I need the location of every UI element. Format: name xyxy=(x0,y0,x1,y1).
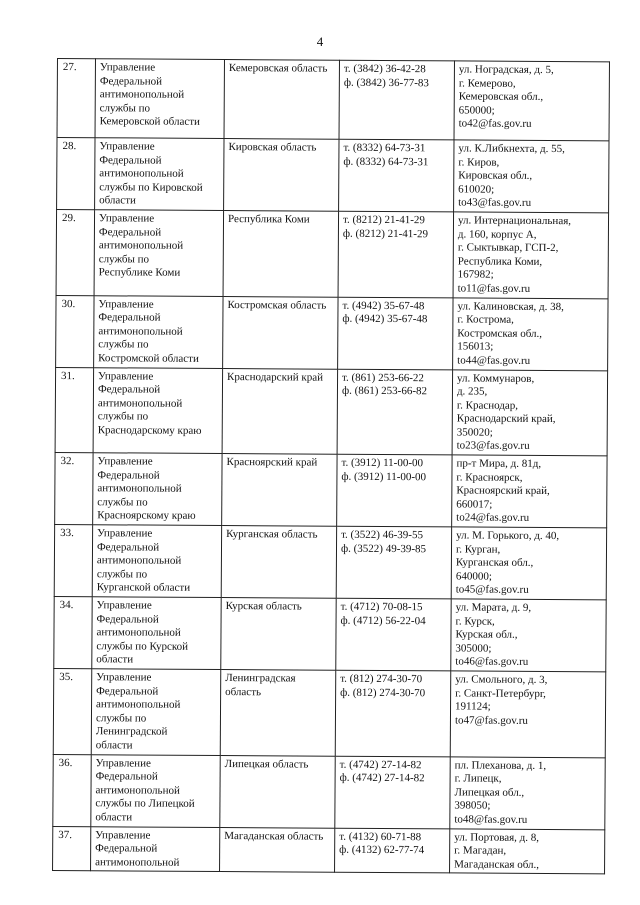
row-number: 36. xyxy=(53,754,91,826)
fax-number: ф. (4742) 27-14-82 xyxy=(339,771,425,785)
fax-number: ф. (3912) 11-00-00 xyxy=(341,470,427,483)
table-row xyxy=(55,453,607,528)
office-name: Управление Федеральной антимонопольной службы по Курганской области xyxy=(92,525,221,598)
region-name: Республика Коми xyxy=(223,210,339,296)
phone-number: т. (4742) 27-14-82 xyxy=(339,758,422,771)
fax-number: ф. (3842) 36-77-83 xyxy=(343,76,429,89)
fax-number: ф. (861) 253-66-82 xyxy=(341,384,428,398)
row-number: 33. xyxy=(54,525,92,597)
contact-phones xyxy=(339,139,454,212)
phone-number: т. (3522) 46-39-55 xyxy=(341,528,424,542)
office-name: Управление Федеральной антимонопольной службы по Липецкой области xyxy=(91,754,220,827)
fax-number: ф. (4942) 35-67-48 xyxy=(342,312,428,326)
postal-address: ул. Калиновская, д. 38, г. Кострома, Костромская обл., 156013; to44@fas.gov.ru xyxy=(453,297,608,370)
fax-number: ф. (4132) 62-77-74 xyxy=(339,843,425,857)
contact-phones xyxy=(336,526,451,599)
phone-number: т. (861) 253-66-22 xyxy=(342,371,424,384)
table-row xyxy=(53,754,605,829)
offices-table-container xyxy=(52,58,609,875)
contact-phones xyxy=(338,297,453,370)
phone-number: т. (812) 274-30-70 xyxy=(340,672,423,686)
postal-address: ул. Портовая, д. 8, г. Магадан, Магаданская обл., xyxy=(450,828,605,874)
phone-number: т. (4132) 60-71-88 xyxy=(339,830,422,843)
postal-address: пл. Плеханова, д. 1, г. Липецк, Липецкая обл., 398050; to48@fas.gov.ru xyxy=(450,756,605,829)
office-name: Управление Федеральной антимонопольной службы по Республике Коми xyxy=(94,210,224,296)
region-name: Кировская область xyxy=(224,139,339,212)
row-number: 27. xyxy=(57,59,95,138)
office-name: Управление Федеральной антимонопольной службы по Ленинградской области xyxy=(91,669,221,755)
office-name: Управление Федеральной антимонопольной xyxy=(91,826,220,872)
postal-address: ул. Коммунаров, д. 235, г. Краснодар, Краснодарский край, 350020; to23@fas.gov.ru xyxy=(452,369,608,456)
office-name: Управление Федеральной антимонопольной службы по Курской области xyxy=(92,597,221,670)
postal-address: ул. Марата, д. 9, г. Курск, Курская обл., 305000; to46@fas.gov.ru xyxy=(451,599,606,672)
region-name: Красноярский край xyxy=(222,454,337,527)
fax-number: ф. (8212) 21-41-29 xyxy=(342,227,429,240)
fax-number: ф. (3522) 49-39-85 xyxy=(340,542,427,555)
postal-address: пр-т Мира, д. 81д, г. Красноярск, Красноярский край, 660017; to24@fas.gov.ru xyxy=(452,455,607,528)
row-number: 35. xyxy=(53,668,92,754)
phone-number: т. (4942) 35-67-48 xyxy=(342,299,425,312)
row-number: 31. xyxy=(55,367,94,453)
page-number: 4 xyxy=(316,34,324,49)
table-row xyxy=(54,525,606,600)
contact-phones xyxy=(338,211,454,297)
region-name: Костромская область xyxy=(223,296,338,369)
row-number: 28. xyxy=(57,138,95,210)
postal-address: ул. К.Либкнехта, д. 55, г. Киров, Кировская обл., 610020; to43@fas.gov.ru xyxy=(454,140,609,213)
contact-phones xyxy=(335,670,451,756)
contact-phones xyxy=(337,454,452,527)
table-row xyxy=(56,209,609,298)
region-name: Магаданская область xyxy=(220,827,335,872)
postal-address: ул. М. Горького, д. 40, г. Курган, Курганская обл., 640000; to45@fas.gov.ru xyxy=(451,527,606,600)
row-number: 34. xyxy=(54,596,92,668)
table-row xyxy=(54,596,606,671)
fax-number: ф. (4712) 56-22-04 xyxy=(340,614,426,627)
region-name: Ленинградская область xyxy=(220,669,336,755)
region-name: Кемеровская область xyxy=(224,60,339,140)
table-row xyxy=(55,367,608,456)
contact-phones xyxy=(337,369,453,455)
office-name: Управление Федеральной антимонопольной службы по Красноярскому краю xyxy=(93,453,222,526)
phone-number: т. (3842) 36-42-28 xyxy=(343,62,426,76)
region-name: Липецкая область xyxy=(220,755,335,828)
office-name: Управление Федеральной антимонопольной службы по Кировской области xyxy=(95,138,224,211)
table-row xyxy=(53,826,605,874)
postal-address: ул. Интернациональная, д. 160, корпус А, г. Сыктывкар, ГСП-2, Республика Коми, 167982; to11@fas.gov.ru xyxy=(453,212,609,299)
offices-table-body xyxy=(53,59,610,875)
contact-phones xyxy=(335,828,450,873)
phone-number: т. (8332) 64-73-31 xyxy=(343,141,426,155)
fax-number: ф. (8332) 64-73-31 xyxy=(343,155,429,168)
contact-phones xyxy=(335,756,450,829)
office-name: Управление Федеральной антимонопольной службы по Кемеровской области xyxy=(95,59,224,139)
table-row xyxy=(57,138,609,213)
contact-phones xyxy=(339,60,454,140)
table-row xyxy=(57,59,609,141)
table-row xyxy=(56,295,608,370)
phone-number: т. (4712) 70-08-15 xyxy=(340,600,423,614)
office-name: Управление Федеральной антимонопольной службы по Краснодарскому краю xyxy=(93,367,223,453)
row-number: 32. xyxy=(55,453,93,525)
row-number: 29. xyxy=(56,209,95,295)
region-name: Курганская область xyxy=(221,526,336,599)
region-name: Курская область xyxy=(221,598,336,671)
table-row xyxy=(53,668,606,757)
contact-phones xyxy=(336,598,451,671)
postal-address: ул. Смольного, д. 3, г. Санкт-Петербург, 191124; to47@fas.gov.ru xyxy=(450,671,606,758)
phone-number: т. (3912) 11-00-00 xyxy=(341,456,424,470)
row-number: 37. xyxy=(53,826,91,871)
office-name: Управление Федеральной антимонопольной службы по Костромской области xyxy=(94,295,223,368)
row-number: 30. xyxy=(56,295,94,367)
postal-address: ул. Ноградская, д. 5, г. Кемерово, Кемеровская обл., 650000; to42@fas.gov.ru xyxy=(454,61,609,141)
fax-number: ф. (812) 274-30-70 xyxy=(340,686,426,699)
region-name: Краснодарский край xyxy=(222,368,338,454)
phone-number: т. (8212) 21-41-29 xyxy=(342,213,425,227)
offices-table xyxy=(52,58,610,875)
